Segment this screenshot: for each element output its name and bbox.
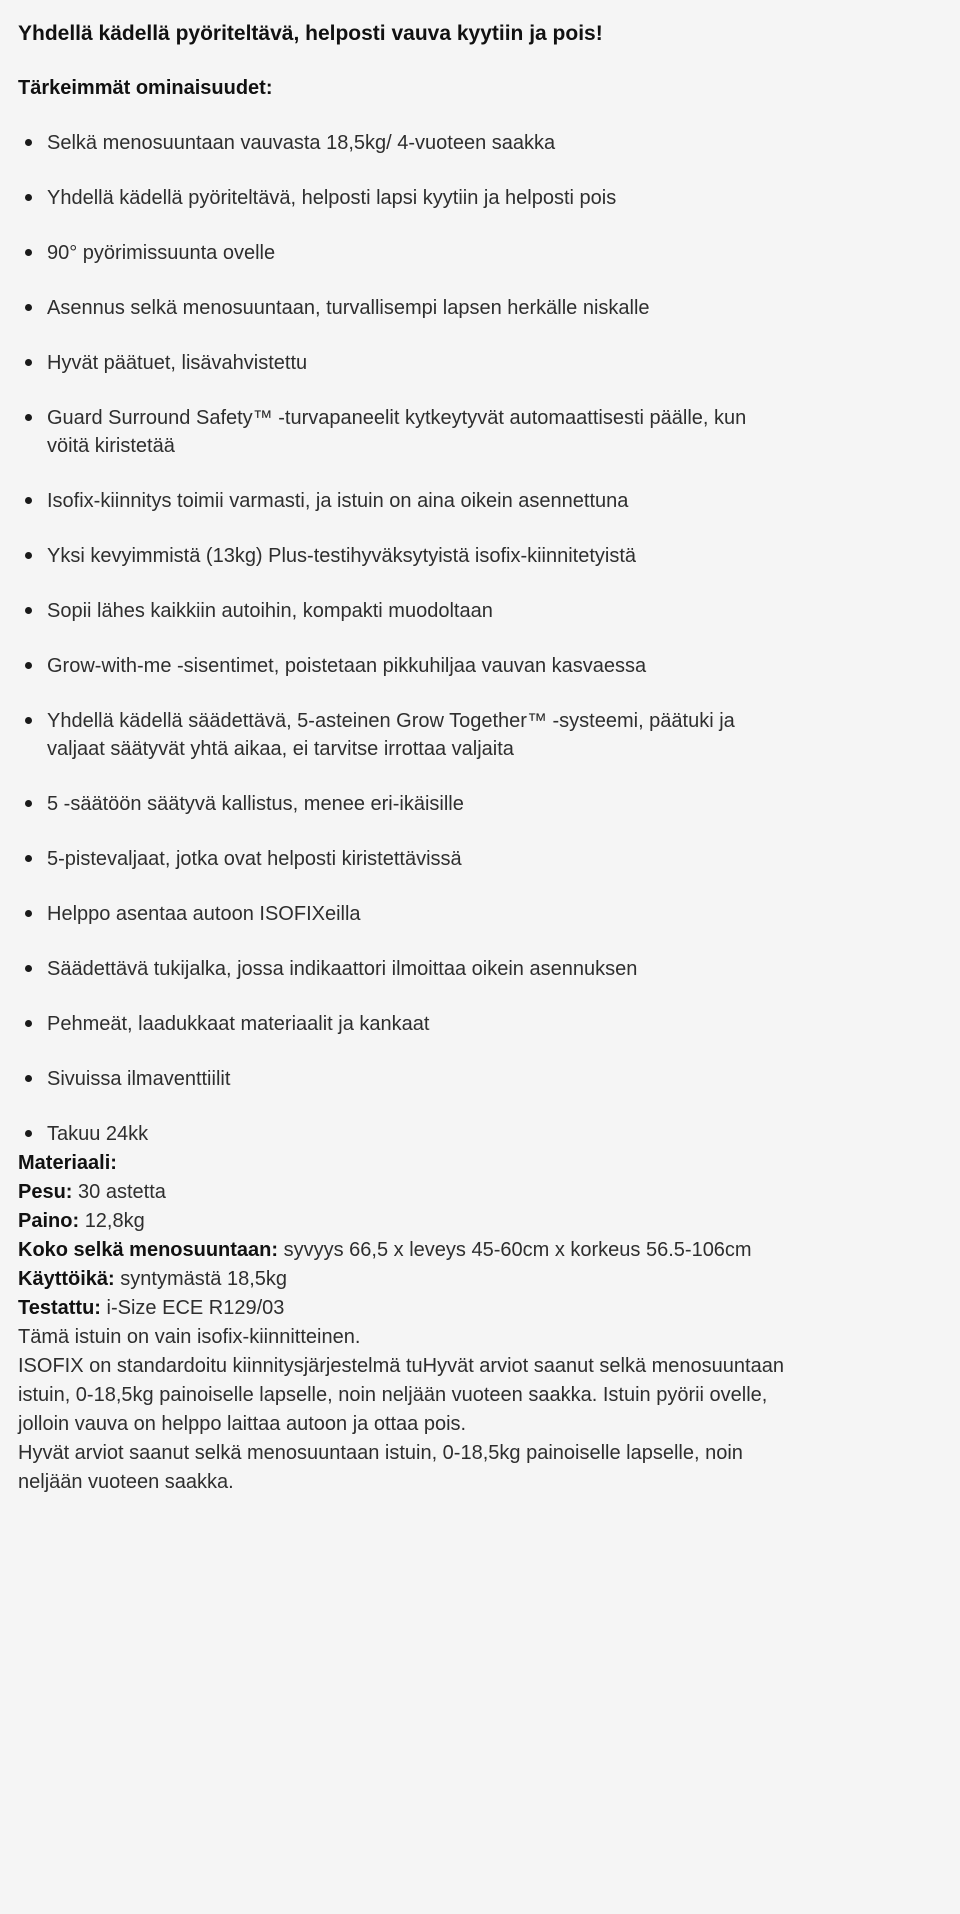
spec-value: 30 astetta — [78, 1181, 166, 1203]
spec-label: Paino: — [18, 1210, 80, 1232]
features-heading: Tärkeimmät ominaisuudet: — [18, 77, 273, 99]
feature-item: Selkä menosuuntaan vauvasta 18,5kg/ 4-vuoteen saakka — [18, 129, 792, 157]
feature-item: Guard Surround Safety™ -turvapaneelit kytkeytyvät automaattisesti päälle, kun vöitä kiristetää — [18, 404, 792, 460]
spec-value: syntymästä 18,5kg — [120, 1268, 288, 1290]
feature-item: Yhdellä kädellä säädettävä, 5-asteinen Grow Together™ -systeemi, päätuki ja valjaat säätyvät yhtä aikaa, ei tarvitse irrottaa valjaita — [18, 707, 792, 763]
feature-item: Säädettävä tukijalka, jossa indikaattori ilmoittaa oikein asennuksen — [18, 955, 792, 983]
paragraph: ISOFIX on standardoitu kiinnitysjärjestelmä tuHyvät arviot saanut selkä menosuuntaan istuin, 0-18,5kg painoiselle lapselle, noin neljään vuoteen saakka. Istuin pyörii ovelle, jolloin vauva on helppo laittaa autoon ja ottaa pois. — [18, 1355, 784, 1435]
spec-row — [18, 1178, 792, 1207]
feature-item: Takuu 24kk — [18, 1120, 792, 1148]
spec-row — [18, 1265, 792, 1294]
spec-label: Materiaali: — [18, 1152, 117, 1174]
feature-item: Sivuissa ilmaventtiilit — [18, 1065, 792, 1093]
paragraph: Hyvät arviot saanut selkä menosuuntaan istuin, 0-18,5kg painoiselle lapselle, noin neljään vuoteen saakka. — [18, 1442, 743, 1493]
spec-row — [18, 1294, 792, 1323]
spec-row — [18, 1207, 792, 1236]
paragraph: Tämä istuin on vain isofix-kiinnitteinen. — [18, 1326, 361, 1348]
feature-item: Yksi kevyimmistä (13kg) Plus-testihyväksytyistä isofix-kiinnitetyistä — [18, 542, 792, 570]
description-paragraphs — [18, 1323, 792, 1497]
feature-item: Yhdellä kädellä pyöriteltävä, helposti lapsi kyytiin ja helposti pois — [18, 184, 792, 212]
spec-label: Käyttöikä: — [18, 1268, 115, 1290]
specs-section — [18, 1149, 792, 1323]
spec-label: Pesu: — [18, 1181, 73, 1203]
spec-value: syvyys 66,5 x leveys 45-60cm x korkeus 56.5-106cm — [283, 1239, 752, 1261]
spec-row — [18, 1149, 792, 1178]
spec-value: 12,8kg — [84, 1210, 145, 1232]
feature-item: Asennus selkä menosuuntaan, turvallisempi lapsen herkälle niskalle — [18, 294, 792, 322]
spec-label: Testattu: — [18, 1297, 101, 1319]
features-list — [18, 129, 792, 1148]
feature-item: 5-pistevaljaat, jotka ovat helposti kiristettävissä — [18, 845, 792, 873]
feature-item: Sopii lähes kaikkiin autoihin, kompakti muodoltaan — [18, 597, 792, 625]
feature-item: 90° pyörimissuunta ovelle — [18, 239, 792, 267]
feature-item: Isofix-kiinnitys toimii varmasti, ja istuin on aina oikein asennettuna — [18, 487, 792, 515]
feature-item: Helppo asentaa autoon ISOFIXeilla — [18, 900, 792, 928]
feature-item: Hyvät päätuet, lisävahvistettu — [18, 349, 792, 377]
feature-item: 5 -säätöön säätyvä kallistus, menee eri-ikäisille — [18, 790, 792, 818]
spec-value: i-Size ECE R129/03 — [106, 1297, 285, 1319]
page-title: Yhdellä kädellä pyöriteltävä, helposti vauva kyytiin ja pois! — [18, 22, 603, 45]
feature-item: Grow-with-me -sisentimet, poistetaan pikkuhiljaa vauvan kasvaessa — [18, 652, 792, 680]
feature-item: Pehmeät, laadukkaat materiaalit ja kankaat — [18, 1010, 792, 1038]
spec-row — [18, 1236, 792, 1265]
spec-label: Koko selkä menosuuntaan: — [18, 1239, 279, 1261]
